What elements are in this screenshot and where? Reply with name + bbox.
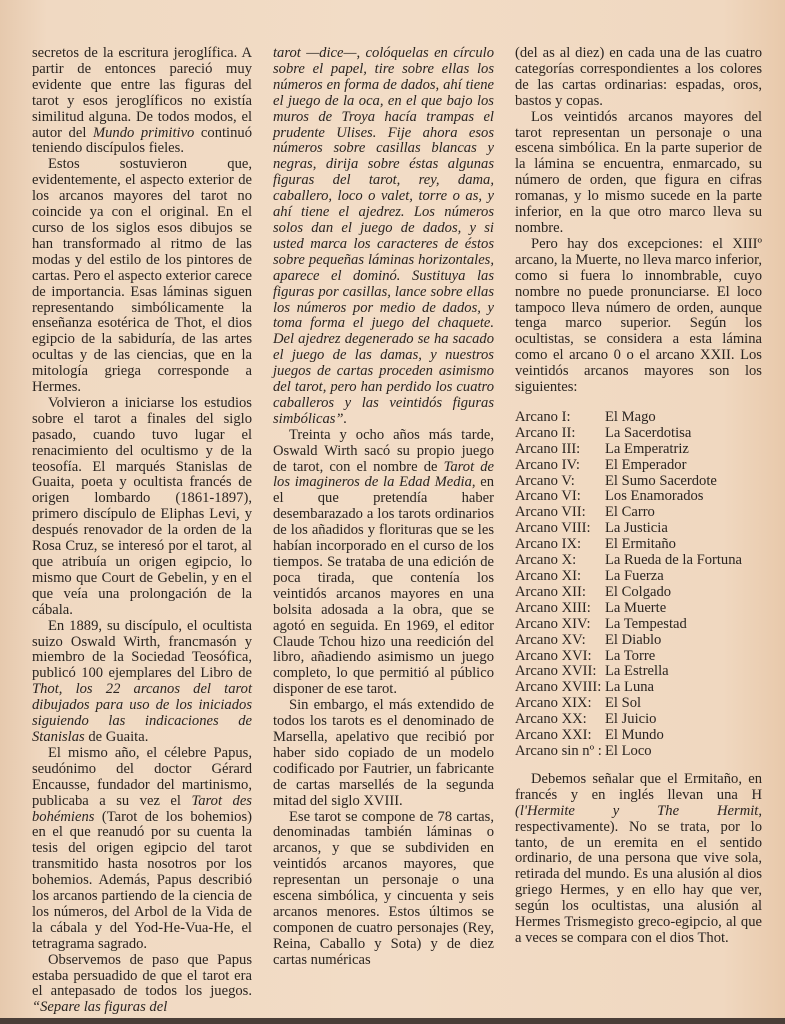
arcana-list-item [515,410,762,426]
arcana-name: La Rueda de la Fortuna [605,552,742,569]
arcana-name: El Colgado [605,583,672,600]
text-column-3 [515,46,762,947]
arcana-number: Arcano IX: [515,536,582,553]
arcana-list [515,410,762,760]
paragraph: secretos de la escritura jeroglífica. A partir de entonces pareció muy evidente que entre las figuras del tarot y esos jeroglíficos no existía similitud alguna. De todos modos, el autor del Mundo primitivo continuó teniendo discípulos fieles. [32,45,252,157]
text-column-2 [273,46,494,969]
arcana-name: La Estrella [605,663,669,680]
paragraph: Los veintidós arcanos mayores del tarot representan un personaje o una escena simbólica. En la parte superior de la lámina se encuentra, enmarcado, su número de orden, que figura en cifras romanas, y lo mismo sucede en la parte inferior, en la que otro marco lleva su nombre. [515,108,762,236]
arcana-list-item [515,680,762,696]
paragraph: Ese tarot se compone de 78 cartas, denominadas también láminas o arcanos, y que se subdividen en veintidós arcanos mayores, que representan un personaje o una escena simbólica, y cincuenta y seis arcanos menores. Estos últimos se componen de cuatro personajes (Rey, Reina, Caballo y Sota) y de diez cartas numéricas [273,808,494,968]
arcana-number: Arcano XII: [515,583,586,600]
arcana-list-item [515,696,762,712]
arcana-list-item [515,633,762,649]
paragraph: El mismo año, el célebre Papus, seudónimo del doctor Gérard Encausse, fundador del martinismo, publicaba a su vez el Tarot des bohémiens (Tarot de los bohemios) en el que reanudó por su cuenta la tesis del origen egipcio del tarot transmitido hasta nosotros por los bohemios. Además, Papus describió los arcanos partiendo de la ciencia de los números, del Arbol de la Vida de la cábala y del Yod-He-Vua-He, el tetragrama sagrado. [32,744,252,952]
arcana-number: Arcano X: [515,552,577,569]
arcana-number: Arcano XVIII: [515,679,602,696]
arcana-name: La Fuerza [605,568,664,584]
quotation: “Separe las figuras del [32,999,168,1016]
arcana-list-item [515,617,762,633]
arcana-number: Arcano XIX: [515,695,592,712]
page-bottom-edge [0,1018,785,1024]
paragraph: Sin embargo, el más extendido de todos los tarots es el denominado de Marsella, apelativo que recibió por haber sido copiado de un modelo codificado por Fautrier, un fabricante de cartas marsellés de la segunda mitad del siglo XVIII. [273,697,494,809]
paragraph: Observemos de paso que Papus estaba persuadido de que el tarot era el antepasado de todos los juegos. “Separe las figuras del [32,951,252,1016]
arcana-name: La Sacerdotisa [605,424,692,441]
arcana-list-item [515,585,762,601]
arcana-number: Arcano XIV: [515,615,591,632]
arcana-number: Arcano VIII: [515,520,591,537]
arcana-list-item [515,744,762,760]
paragraph: Estos sostuvieron que, evidentemente, el aspecto exterior de los arcanos mayores del tarot no coincide ya con el original. En el curso de los siglos esos dibujos se han transformado al ritmo de las modas y del estilo de los pintores de cartas. Pero el aspecto exterior carece de importancia. Esas láminas siguen representando simbólicamente la enseñanza esotérica de Thot, el dios egipcio de la sabiduría, de las artes ocultas y de las ciencias, que en la mitología griega corresponde a Hermes. [32,156,252,396]
book-title: Tarot de los imagineros de la Edad Media [273,458,494,491]
paragraph: Debemos señalar que el Ermitaño, en francés y en inglés llevan una H (l'Hermite y The Hermit, respectivamente). No se trata, por lo tanto, de un eremita en el sentido ordinario, de una persona que vive sola, retirada del mundo. Es una alusión al dios griego Hermes, y en ello hay que ver, según los ocultistas, una alusión al Hermes Trismegisto greco-egipcio, al que a veces se compara con el dios Thot. [515,770,762,946]
arcana-list-item [515,712,762,728]
arcana-name: La Muerte [605,599,667,616]
arcana-list-item [515,601,762,617]
arcana-name: La Emperatriz [605,440,689,457]
foreign-terms: (l'Hermite y The Hermit [515,802,759,819]
paragraph: En 1889, su discípulo, el ocultista suizo Oswald Wirth, francmasón y miembro de la Sociedad Teosófica, publicó 100 ejemplares del Libro de Thot, los 22 arcanos del tarot dibujados para uso de los iniciados siguiendo las indicaciones de Stanislas de Guaita. [32,617,252,745]
arcana-number: Arcano IV: [515,456,580,473]
arcana-name: El Mundo [605,727,664,744]
arcana-name: El Loco [605,742,652,759]
arcana-name: El Juicio [605,711,657,728]
arcana-number: Arcano XV: [515,631,586,648]
arcana-number: Arcano XXI: [515,727,592,744]
arcana-name: La Tempestad [605,615,687,632]
paragraph [273,46,494,428]
book-title: Thot, los 22 arcanos del tarot dibujados para uso de los iniciados siguiendo las indicaciones de Stanislas [32,681,252,745]
arcana-name: El Sol [605,695,642,712]
arcana-number: Arcano VII: [515,504,586,521]
arcana-list-item [515,728,762,744]
arcana-name: La Justicia [605,520,668,537]
paragraph: (del as al diez) en cada una de las cuatro categorías correspondientes a los colores de las cartas ordinarias: espadas, oros, bastos y copas. [515,45,762,109]
paragraph: Treinta y ocho años más tarde, Oswald Wirth sacó su propio juego de tarot, con el nombre de Tarot de los imagineros de la Edad Media, en el que pretendía haber desembarazado a los tarots ordinarios de los añadidos y florituras que se les habían incorporado en el curso de los tiempos. Se trataba de una edición de poca tirada, que contenía los veintidós arcanos mayores en una bolsita adosada a la obra, que se agotó en seguida. En 1969, el editor Claude Tchou hizo una reedición del libro, añadiendo asimismo un juego completo, lo que permitió al público disponer de ese tarot. [273,426,494,698]
arcana-list-item [515,474,762,490]
arcana-number: Arcano sin nº : [515,742,602,759]
arcana-list-item [515,489,762,505]
arcana-number: Arcano XX: [515,711,587,728]
text-column-1 [32,46,252,1016]
arcana-number: Arcano XIII: [515,599,591,616]
arcana-list-item [515,569,762,585]
arcana-list-item [515,505,762,521]
arcana-list-item [515,664,762,680]
arcana-name: El Diablo [605,631,662,648]
arcana-list-item [515,521,762,537]
arcana-number: Arcano XVI: [515,647,592,664]
arcana-number: Arcano VI: [515,488,581,505]
arcana-list-item [515,458,762,474]
arcana-name: El Carro [605,504,655,521]
book-title: Mundo primitivo [92,124,195,141]
arcana-list-item [515,537,762,553]
arcana-number: Arcano XVII: [515,663,597,680]
arcana-name: El Mago [605,408,656,425]
paragraph: Volvieron a iniciarse los estudios sobre el tarot a finales del siglo pasado, cuando tuvo lugar el renacimiento del ocultismo y de la teosofía. El marqués Stanislas de Guaita, poeta y ocultista francés de origen lombardo (1861-1897), primero discípulo de Eliphas Levi, y después renovador de la orden de la Rosa Cruz, se interesó por el tarot, al que atribuía un origen egipcio, lo mismo que Court de Gebelin, y en el que veía una prolongación de la cábala. [32,394,252,618]
book-title: Tarot des bohémiens [32,792,252,825]
arcana-list-item [515,649,762,665]
quotation: tarot —dice—, colóquelas en círculo sobre el papel, tire sobre ellas los números en forma de dados, ahí tiene el juego de la oca, en el que bajo los muros de Troya hacía trampas el prudente Ulises. Fije ahora esos números sobre casillas blancas y negras, dirija sobre éstas algunas figuras del tarot, rey, dama, caballero, loco o valet, torre o as, y ahí tiene el ajedrez. Los números solos dan el juego de dados, y si usted marca los caracteres de éstos sobre pequeñas láminas horizontales, aparece el dominó. Sustituya las figuras por casillas, lance sobre ellas los números por medio de dados, y toma forma el juego del chaquete. Del ajedrez degenerado se ha sacado el juego de las damas, y nuestros juegos de cartas proceden asimismo del tarot, pero han perdido los cuatro caballeros y las veintidós figuras simbólicas”. [273,45,494,427]
paragraph: Pero hay dos excepciones: el XIIIº arcano, la Muerte, no lleva marco inferior, como si fuera lo innombrable, cuyo nombre no puede pronunciarse. El loco tampoco lleva número de orden, aunque tenga marco superior. Según los ocultistas, se considera a esta lámina como el arcano 0 o el arcano XXII. Los veintidós arcanos mayores son los siguientes: [515,235,762,396]
arcana-number: Arcano V: [515,472,575,489]
arcana-name: El Ermitaño [605,536,676,553]
arcana-name: La Torre [605,647,656,664]
arcana-name: El Emperador [605,456,687,473]
arcana-number: Arcano I: [515,408,571,425]
arcana-list-item [515,426,762,442]
arcana-number: Arcano III: [515,440,581,457]
arcana-list-item [515,553,762,569]
arcana-list-item [515,442,762,458]
arcana-number: Arcano XI: [515,568,582,584]
arcana-name: La Luna [605,679,655,696]
arcana-name: Los Enamorados [605,488,704,505]
arcana-name: El Sumo Sacerdote [605,472,717,489]
arcana-number: Arcano II: [515,424,576,441]
